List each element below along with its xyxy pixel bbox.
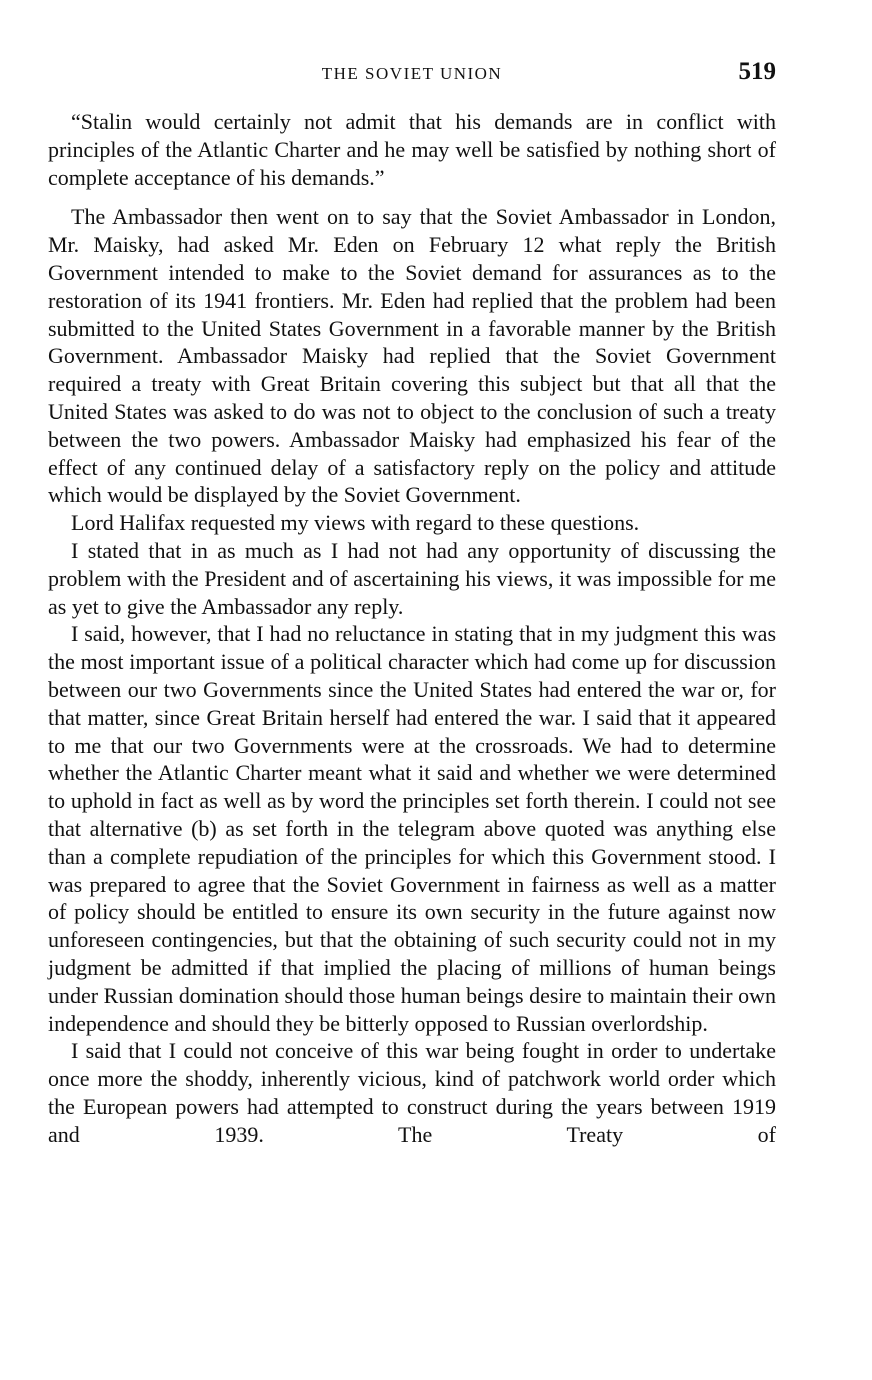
paragraph-halifax-request: Lord Halifax requested my views with regard to these questions. <box>71 510 640 536</box>
body-text <box>48 108 776 1148</box>
paragraph-ambassador-report: The Ambassador then went on to say that the Soviet Ambassador in London, Mr. Maisky, had asked Mr. Eden on February 12 what reply the British Government intended to make to the Soviet demand for assurances as to the restoration of its 1941 frontiers. Mr. Eden had replied that the problem had been submitted to the United States Government in a favorable manner by the British Government. Ambassador Maisky had replied that the Soviet Government required a treaty with Great Britain covering this subject but that all that the United States was asked to do was not to object to the conclusion of such a treaty between the two powers. Ambassador Maisky had emphasized his fear of the effect of any continued delay of a satisfactory reply on the policy and attitude which would be displayed by the Soviet Government. <box>48 204 776 508</box>
paragraph-quote-end: “Stalin would certainly not admit that his demands are in conflict with principles of the Atlantic Charter and he may well be satisfied by nothing short of complete acceptance of his demands.” <box>48 109 776 190</box>
page-number: 519 <box>738 58 776 85</box>
paragraph-crossroads: I said, however, that I had no reluctance in stating that in my judgment this was the most important issue of a political character which had come up for discussion between our two Governments since the United States had entered the war or, for that matter, since Great Britain herself had entered the war. I said that it appeared to me that our two Governments were at the crossroads. We had to determine whether the Atlantic Charter meant what it said and whether we were determined to uphold in fact as well as by word the principles set forth therein. I could not see that alternative (b) as set forth in the telegram above quoted was anything else than a complete repudiation of the principles for which this Government stood. I was prepared to agree that the Soviet Government in fairness as well as a matter of policy should be entitled to ensure its own security in the future against now unforeseen contingencies, but that the obtaining of such security could not in my judgment be admitted if that implied the placing of millions of human beings under Russian domination should those human beings desire to maintain their own independence and should they be bitterly opposed to Russian overlordship. <box>48 621 776 1036</box>
running-head: THE SOVIET UNION <box>321 64 503 83</box>
paragraph-no-reply: I stated that in as much as I had not had any opportunity of discussing the problem with the President and of ascertaining his views, it was impossible for me as yet to give the Ambassador any reply. <box>48 537 776 619</box>
page-header <box>48 58 776 94</box>
paragraph-world-order: I said that I could not conceive of this war being fought in order to undertake once more the shoddy, inherently vicious, kind of patchwork world order which the European powers had attempted to construct during the years between 1919 and 1939. The Treaty of <box>48 1038 776 1147</box>
document-page <box>48 58 776 1148</box>
